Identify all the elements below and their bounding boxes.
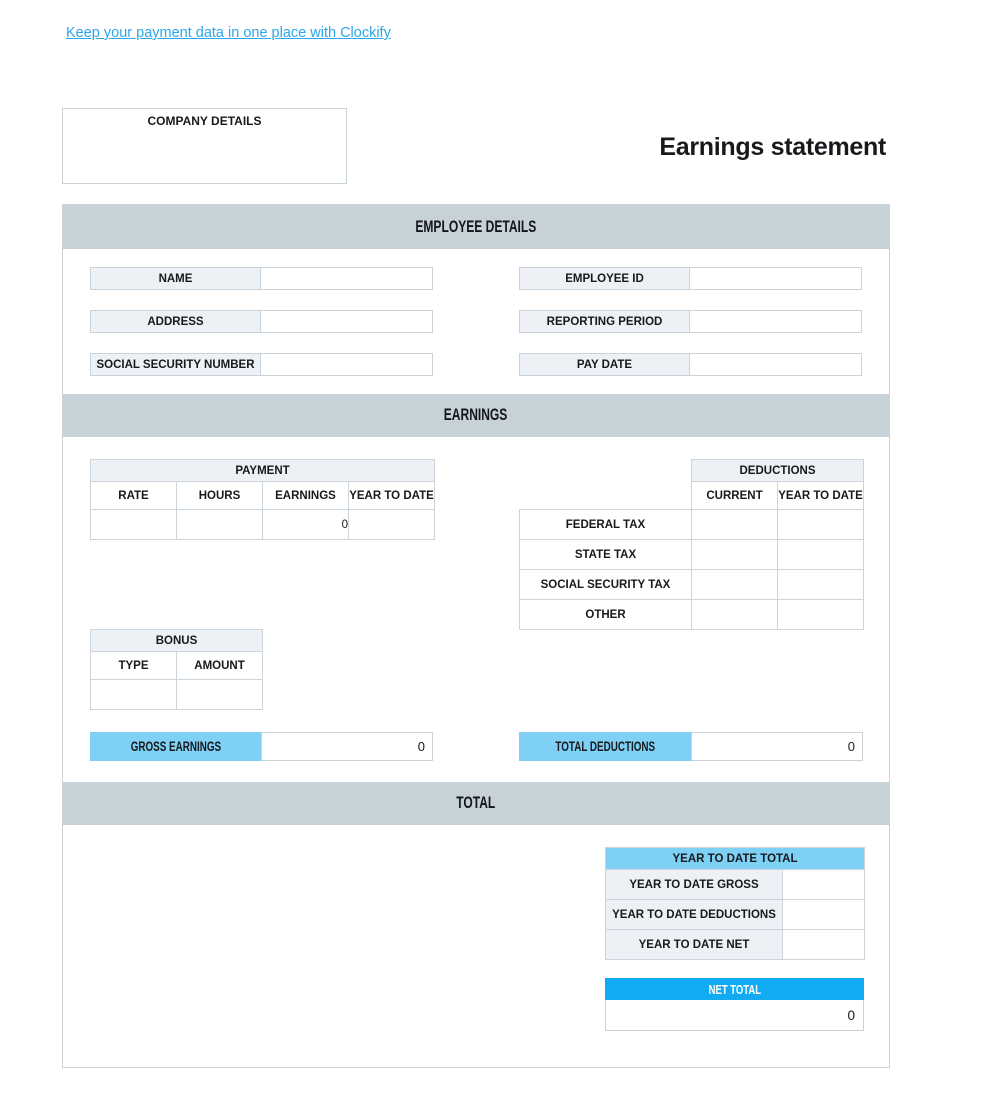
ytd-deductions-cell[interactable] (783, 900, 865, 930)
spacer-cell (520, 482, 692, 510)
reporting-period-label: REPORTING PERIOD (519, 310, 690, 333)
total-deductions-label: TOTAL DEDUCTIONS (519, 732, 691, 761)
social-security-tax-current-cell[interactable] (692, 570, 778, 600)
ssn-input[interactable] (261, 353, 433, 376)
ytd-net-cell[interactable] (783, 930, 865, 960)
spacer-cell (520, 460, 692, 482)
address-label: ADDRESS (90, 310, 261, 333)
field-row-ssn (90, 353, 433, 376)
bonus-table-title: BONUS (91, 630, 263, 652)
other-deduction-label: OTHER (520, 600, 692, 630)
net-total-header: NET TOTAL (605, 978, 864, 1000)
section-header-label: TOTAL (456, 794, 496, 812)
social-security-tax-ytd-cell[interactable] (778, 570, 864, 600)
employee-id-label: EMPLOYEE ID (519, 267, 690, 290)
net-total-box (605, 978, 864, 1031)
payment-col-earnings: EARNINGS (263, 482, 349, 510)
ytd-net-label: YEAR TO DATE NET (606, 930, 783, 960)
deductions-table-title: DEDUCTIONS (692, 460, 864, 482)
payment-col-ytd: YEAR TO DATE (349, 482, 435, 510)
ytd-total-title: YEAR TO DATE TOTAL (606, 848, 865, 870)
section-header-label: EARNINGS (444, 406, 508, 424)
bonus-amount-cell[interactable] (177, 680, 263, 710)
deductions-table (519, 459, 864, 630)
payment-col-rate: RATE (91, 482, 177, 510)
field-row-pay-date (519, 353, 862, 376)
federal-tax-label: FEDERAL TAX (520, 510, 692, 540)
payment-hours-cell[interactable] (177, 510, 263, 540)
ytd-total-table (605, 847, 865, 960)
employee-id-input[interactable] (690, 267, 862, 290)
state-tax-ytd-cell[interactable] (778, 540, 864, 570)
total-deductions-row (519, 732, 863, 761)
company-details-label: COMPANY DETAILS (147, 114, 262, 128)
name-label: NAME (90, 267, 261, 290)
bonus-type-cell[interactable] (91, 680, 177, 710)
state-tax-label: STATE TAX (520, 540, 692, 570)
ytd-gross-label: YEAR TO DATE GROSS (606, 870, 783, 900)
federal-tax-current-cell[interactable] (692, 510, 778, 540)
field-row-name (90, 267, 433, 290)
name-input[interactable] (261, 267, 433, 290)
total-deductions-value[interactable]: 0 (691, 732, 863, 761)
payment-ytd-cell[interactable] (349, 510, 435, 540)
field-row-reporting-period (519, 310, 862, 333)
payment-col-hours: HOURS (177, 482, 263, 510)
payment-rate-cell[interactable] (91, 510, 177, 540)
pay-date-label: PAY DATE (519, 353, 690, 376)
social-security-tax-label: SOCIAL SECURITY TAX (520, 570, 692, 600)
section-header-employee-details (63, 205, 889, 249)
clockify-promo-link[interactable]: Keep your payment data in one place with Clockify (66, 25, 391, 41)
field-row-employee-id (519, 267, 862, 290)
field-row-address (90, 310, 433, 333)
pay-date-input[interactable] (690, 353, 862, 376)
federal-tax-ytd-cell[interactable] (778, 510, 864, 540)
bonus-table (90, 629, 263, 710)
other-deduction-ytd-cell[interactable] (778, 600, 864, 630)
other-deduction-current-cell[interactable] (692, 600, 778, 630)
ytd-deductions-label: YEAR TO DATE DEDUCTIONS (606, 900, 783, 930)
net-total-value[interactable]: 0 (605, 1000, 864, 1031)
payment-table (90, 459, 435, 540)
bonus-col-type: TYPE (91, 652, 177, 680)
ssn-label: SOCIAL SECURITY NUMBER (90, 353, 261, 376)
section-header-total (63, 782, 889, 825)
address-input[interactable] (261, 310, 433, 333)
gross-earnings-label: GROSS EARNINGS (90, 732, 261, 761)
page-title: Earnings statement (659, 133, 886, 161)
section-header-label: EMPLOYEE DETAILS (415, 217, 537, 236)
gross-earnings-value[interactable]: 0 (261, 732, 433, 761)
deductions-col-ytd: YEAR TO DATE (778, 482, 864, 510)
gross-earnings-row (90, 732, 433, 761)
bonus-col-amount: AMOUNT (177, 652, 263, 680)
deductions-col-current: CURRENT (692, 482, 778, 510)
statement-sheet (62, 204, 890, 1068)
payment-table-title: PAYMENT (91, 460, 435, 482)
ytd-gross-cell[interactable] (783, 870, 865, 900)
section-header-earnings (63, 394, 889, 437)
payment-earnings-cell[interactable]: 0 (263, 510, 349, 540)
company-details-box[interactable] (62, 108, 347, 184)
state-tax-current-cell[interactable] (692, 540, 778, 570)
reporting-period-input[interactable] (690, 310, 862, 333)
